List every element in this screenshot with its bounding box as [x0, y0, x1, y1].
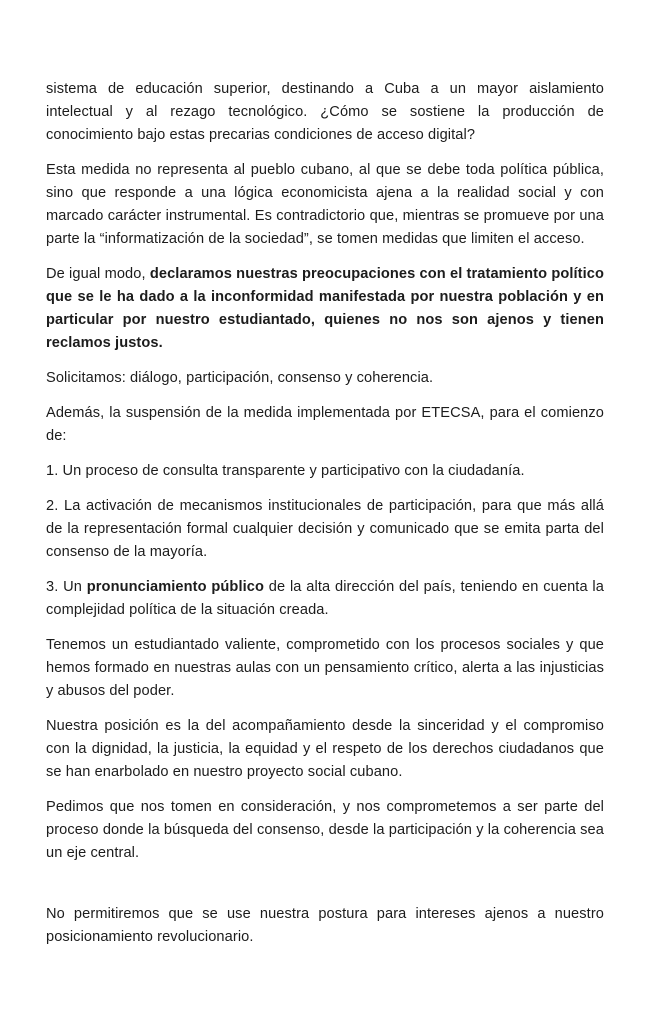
paragraph-students: Tenemos un estudiantado valiente, comprometido con los procesos sociales y que hemos formado en nuestras aulas con un pensamiento crítico, alerta a las injusticias y abusos del poder.: [46, 637, 604, 699]
list-item-pronunciamiento-rest: de la alta dirección del país, teniendo en cuenta la complejidad política de la situación creada.: [46, 579, 604, 618]
list-item-pronunciamiento: [46, 576, 604, 622]
list-item-mecanismos: 2. La activación de mecanismos institucionales de participación, para que más allá de la representación formal cualquier decisión y comunicado que se emita parta del consenso de la mayoría.: [46, 498, 604, 560]
paragraph-concerns-lead: De igual modo,: [46, 266, 150, 282]
paragraph-requests: Solicitamos: diálogo, participación, consenso y coherencia.: [46, 370, 434, 386]
paragraph-concerns: [46, 263, 604, 355]
paragraph-concerns-bold: declaramos nuestras preocupaciones con el tratamiento político que se le ha dado a la inconformidad manifestada por nuestra población y en particular por nuestro estudiantado, quienes no nos son ajenos y tienen reclamos justos.: [46, 266, 604, 351]
paragraph-position: Nuestra posición es la del acompañamiento desde la sinceridad y el compromiso con la dignidad, la justicia, la equidad y el respeto de los derechos ciudadanos que se han enarbolado en nuestro proyecto social cubano.: [46, 718, 604, 780]
list-item-consulta: 1. Un proceso de consulta transparente y participativo con la ciudadanía.: [46, 463, 525, 479]
list-item-pronunciamiento-lead: 3. Un: [46, 579, 87, 595]
paragraph-suspension: Además, la suspensión de la medida implementada por ETECSA, para el comienzo de:: [46, 405, 604, 444]
paragraph-access: sistema de educación superior, destinando a Cuba a un mayor aislamiento intelectual y al rezago tecnológico. ¿Cómo se sostiene la producción de conocimiento bajo estas precarias condiciones de acceso digital?: [46, 81, 604, 143]
list-item-pronunciamiento-bold: pronunciamiento público: [86, 579, 264, 595]
paragraph-consideration: Pedimos que nos tomen en consideración, y nos comprometemos a ser parte del proceso donde la búsqueda del consenso, desde la participación y la coherencia sea un eje central.: [46, 799, 604, 861]
paragraph-measure: Esta medida no representa al pueblo cubano, al que se debe toda política pública, sino que responde a una lógica economicista ajena a la realidad social y con marcado carácter instrumental. Es contradictorio que, mientras se promueve por una parte la “informatización de la sociedad”, se tomen medidas que limiten el acceso.: [46, 162, 604, 247]
paragraph-closing: No permitiremos que se use nuestra postura para intereses ajenos a nuestro posicionamiento revolucionario.: [46, 906, 604, 945]
